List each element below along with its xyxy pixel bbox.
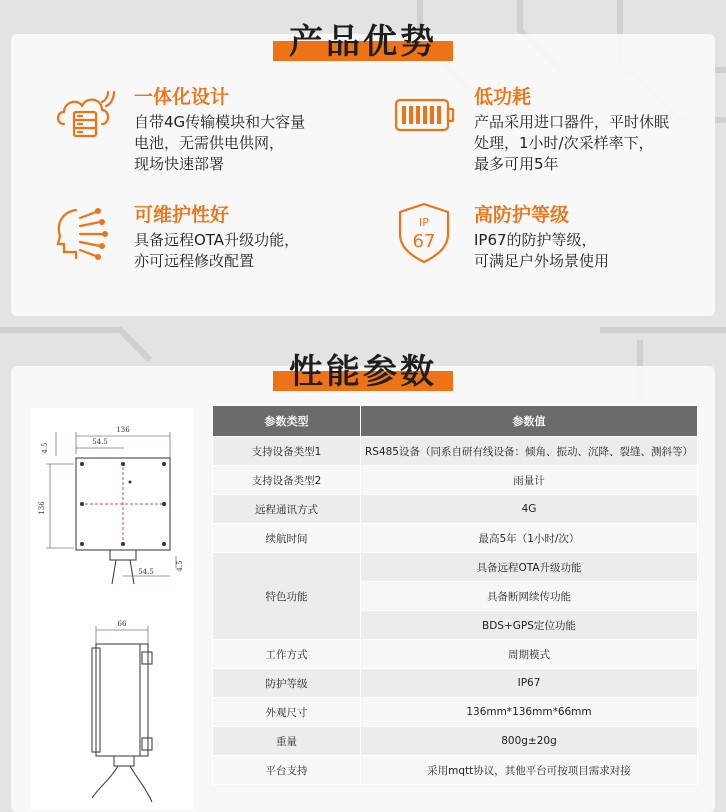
dim-inner-label: 54.5	[92, 438, 108, 446]
table-row	[213, 466, 698, 495]
feature-description: 产品采用进口器件，平时休眠 处理，1小时/次采样率下， 最多可用5年	[474, 113, 670, 173]
advantages-heading	[289, 14, 437, 63]
advantages-title: 产品优势	[289, 22, 437, 62]
column-header-param-value: 参数值	[360, 406, 697, 437]
param-value: 具备远程OTA升级功能	[360, 553, 697, 582]
dim-height-label: 136	[38, 501, 46, 515]
ip-rating-number: 67	[412, 231, 436, 252]
dimension-drawing	[30, 408, 194, 810]
table-row	[213, 524, 698, 553]
table-row	[213, 669, 698, 698]
table-row	[213, 437, 698, 466]
param-name: 支持设备类型1	[213, 437, 361, 466]
column-header-param-type: 参数类型	[213, 406, 361, 437]
param-name: 远程通讯方式	[213, 495, 361, 524]
ip-label: IP	[419, 216, 429, 229]
feature-maintainability	[52, 200, 352, 280]
param-value: 最高5年（1小时/次）	[360, 524, 697, 553]
dim-depth-label: 66	[117, 620, 127, 628]
feature-description: 具备远程OTA升级功能， 亦可远程修改配置	[134, 231, 300, 270]
param-name: 重量	[213, 727, 361, 756]
param-name: 防护等级	[213, 669, 361, 698]
ip67-shield-icon	[392, 200, 456, 264]
table-row	[213, 698, 698, 727]
param-value: BDS+GPS定位功能	[360, 611, 697, 640]
param-value: RS485设备（同系自研有线设备：倾角、振动、沉降、裂缝、测斜等）	[360, 437, 697, 466]
feature-description: IP67的防护等级， 可满足户外场景使用	[474, 231, 610, 270]
circuit-head-icon	[52, 200, 116, 264]
param-name: 外观尺寸	[213, 698, 361, 727]
dim-width-label: 136	[116, 426, 130, 434]
parameters-table	[212, 405, 698, 785]
param-value: 周期模式	[360, 640, 697, 669]
param-name: 平台支持	[213, 756, 361, 785]
dim-bottom-label: 54.5	[138, 568, 154, 576]
dim-small-bottom-label: 4.5	[176, 560, 184, 572]
param-value: IP67	[360, 669, 697, 698]
table-row	[213, 553, 698, 582]
feature-title: 可维护性好	[134, 204, 230, 226]
param-value: 800g±20g	[360, 727, 697, 756]
table-row	[213, 640, 698, 669]
feature-title: 高防护等级	[474, 204, 570, 226]
feature-title: 低功耗	[474, 86, 532, 108]
table-row	[213, 495, 698, 524]
battery-icon	[392, 82, 456, 146]
param-value: 采用mqtt协议，其他平台可按项目需求对接	[360, 756, 697, 785]
parameters-title: 性能参数	[289, 352, 437, 392]
feature-title: 一体化设计	[134, 86, 230, 108]
param-name: 续航时间	[213, 524, 361, 553]
table-row	[213, 727, 698, 756]
feature-description: 自带4G传输模块和大容量 电池，无需供电供网， 现场快速部署	[134, 113, 306, 173]
table-row	[213, 756, 698, 785]
param-name: 工作方式	[213, 640, 361, 669]
feature-integrated-design	[52, 82, 352, 172]
feature-low-power	[392, 82, 702, 172]
param-value: 具备断网续传功能	[360, 582, 697, 611]
param-name: 支持设备类型2	[213, 466, 361, 495]
param-value: 雨量计	[360, 466, 697, 495]
parameters-heading	[289, 344, 437, 393]
param-value: 136mm*136mm*66mm	[360, 698, 697, 727]
table-header-row	[213, 406, 698, 437]
dim-small-top-label: 4.5	[41, 442, 49, 454]
cloud-server-icon	[52, 82, 116, 146]
param-value: 4G	[360, 495, 697, 524]
feature-high-protection	[392, 200, 692, 280]
param-name: 特色功能	[213, 553, 361, 640]
